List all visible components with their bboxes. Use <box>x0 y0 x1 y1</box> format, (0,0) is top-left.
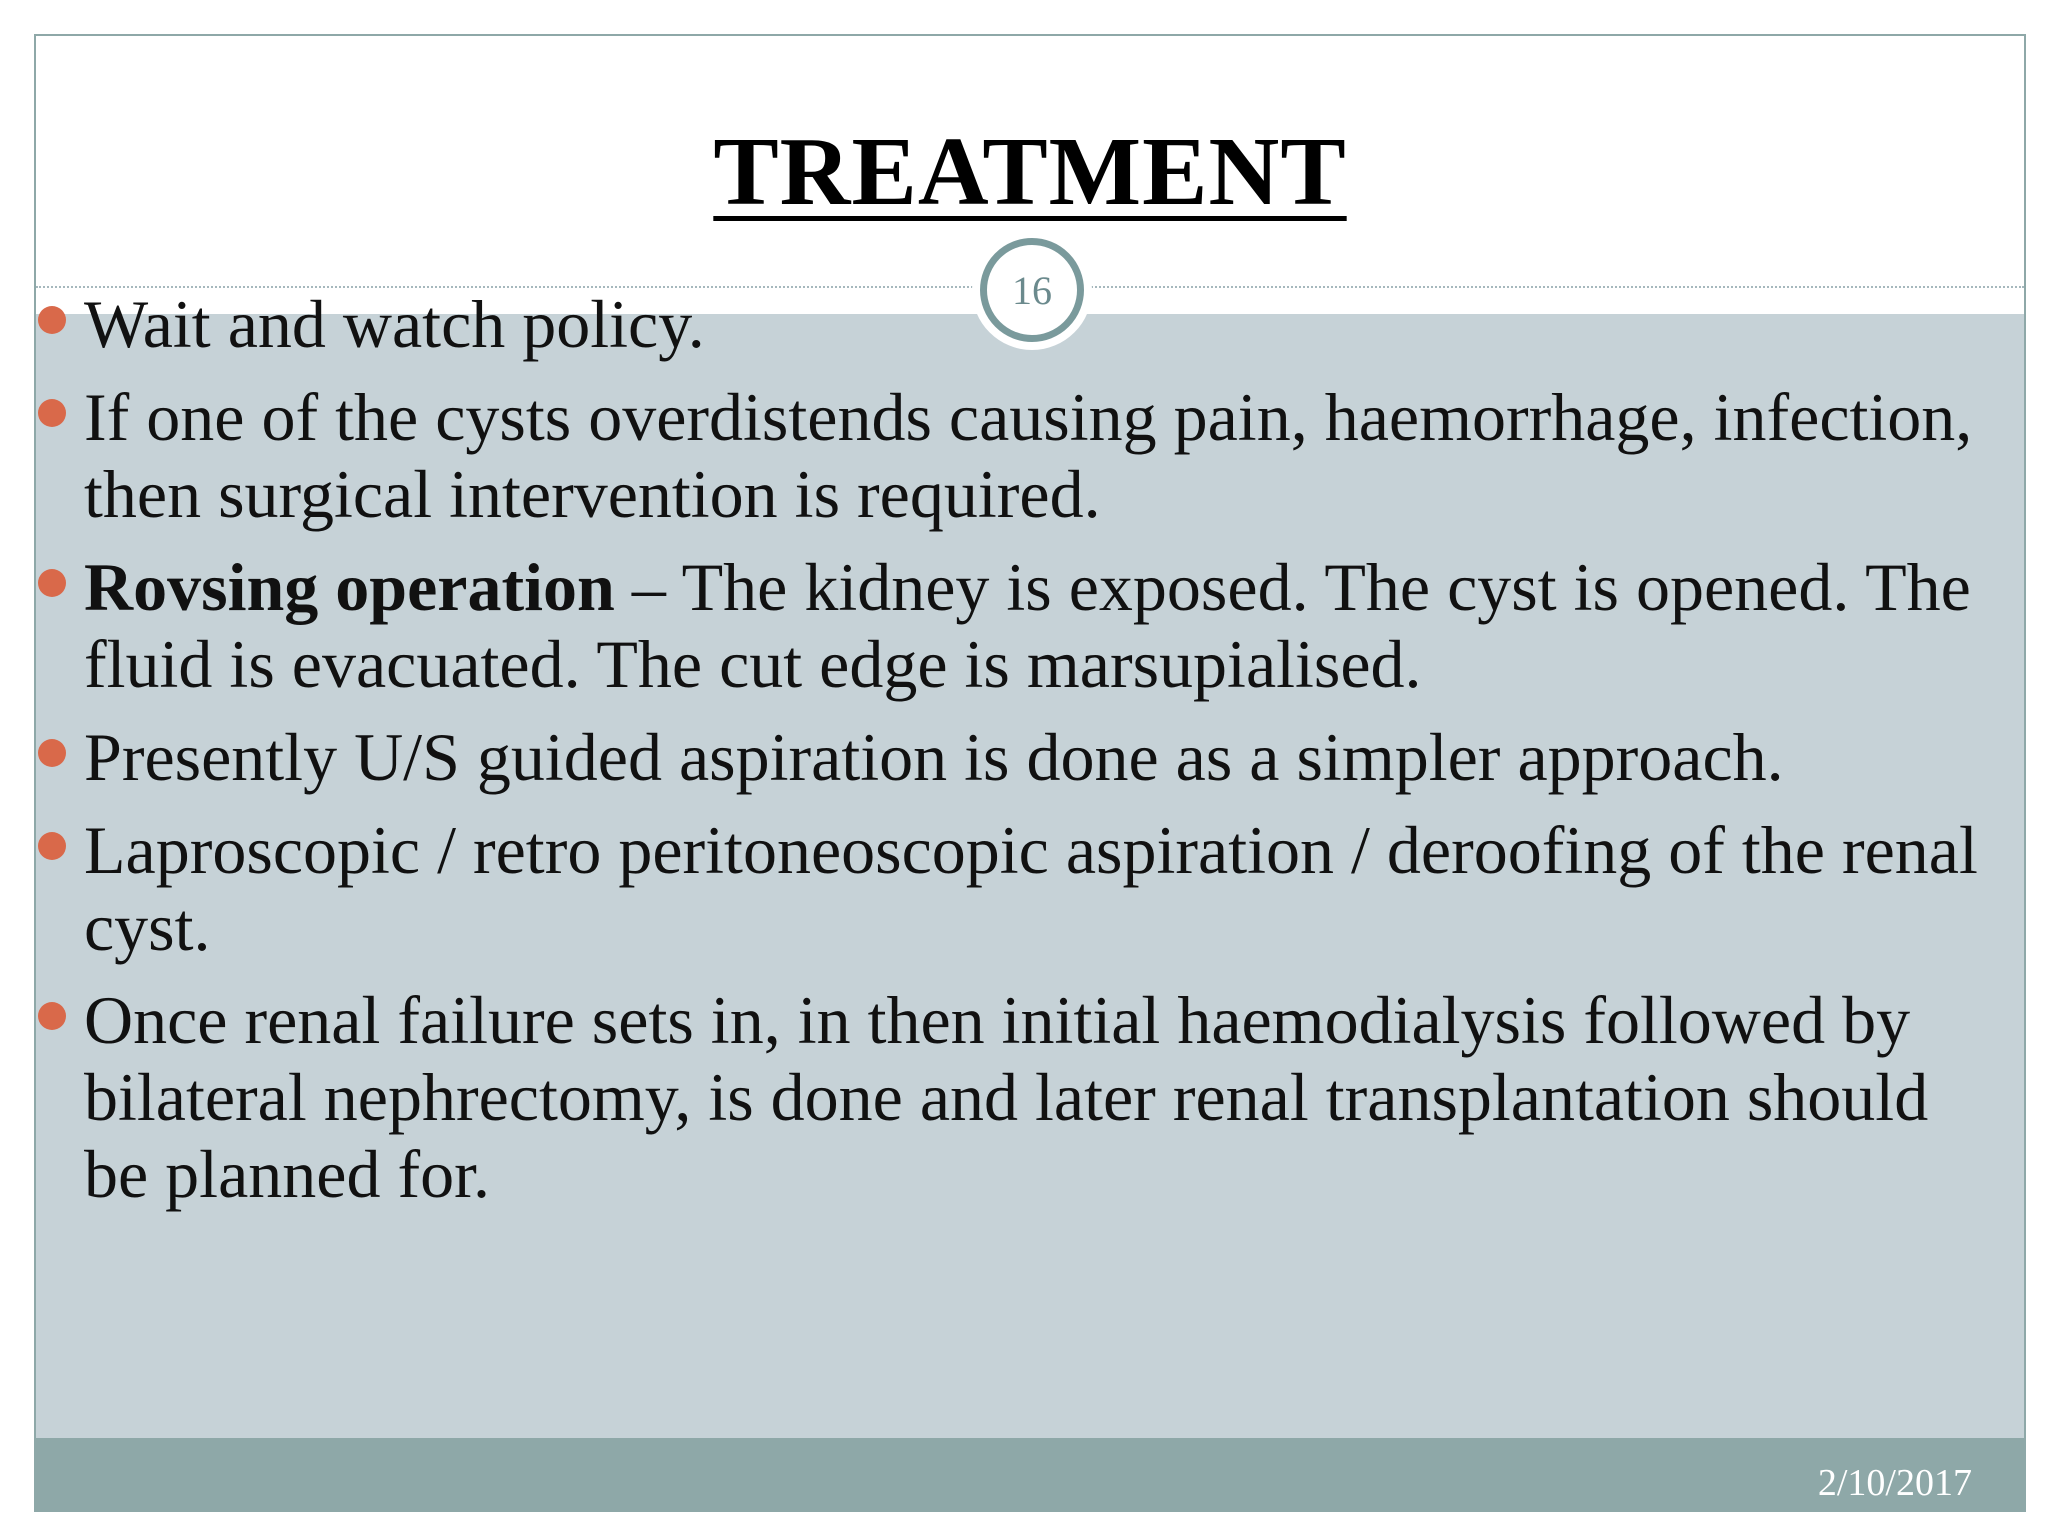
bullet-list <box>36 286 1996 1229</box>
bullet-dot-icon <box>38 739 66 767</box>
bullet-bold-text: Rovsing operation <box>84 549 615 625</box>
list-item <box>36 719 1996 796</box>
slide-title: TREATMENT <box>713 118 1347 226</box>
bullet-text: If one of the cysts overdistends causing pain, haemorrhage, infection, then surgical intervention is required. <box>84 379 1973 532</box>
bullet-text: Wait and watch policy. <box>84 286 705 362</box>
page-number: 16 <box>980 238 1084 342</box>
bullet-dot-icon <box>38 832 66 860</box>
bullet-text: Once renal failure sets in, in then initial haemodialysis followed by bilateral nephrectomy, is done and later renal transplantation should be planned for. <box>84 982 1929 1212</box>
bullet-dot-icon <box>38 569 66 597</box>
list-item <box>36 982 1996 1213</box>
slide <box>34 34 2026 1512</box>
list-item <box>36 379 1996 533</box>
bullet-text: Laproscopic / retro peritoneoscopic aspiration / deroofing of the renal cyst. <box>84 812 1978 965</box>
page-number-badge <box>972 230 1092 350</box>
list-item <box>36 549 1996 703</box>
footer-band <box>36 1438 2024 1512</box>
bullet-text: – The kidney is exposed. The cyst is opened. The fluid is evacuated. The cut edge is marsupialised. <box>84 549 1971 702</box>
bullet-dot-icon <box>38 399 66 427</box>
list-item <box>36 812 1996 966</box>
footer-date: 2/10/2017 <box>1817 1462 1972 1504</box>
bullet-dot-icon <box>38 306 66 334</box>
bullet-text: Presently U/S guided aspiration is done as a simpler approach. <box>84 719 1784 795</box>
bullet-dot-icon <box>38 1002 66 1030</box>
